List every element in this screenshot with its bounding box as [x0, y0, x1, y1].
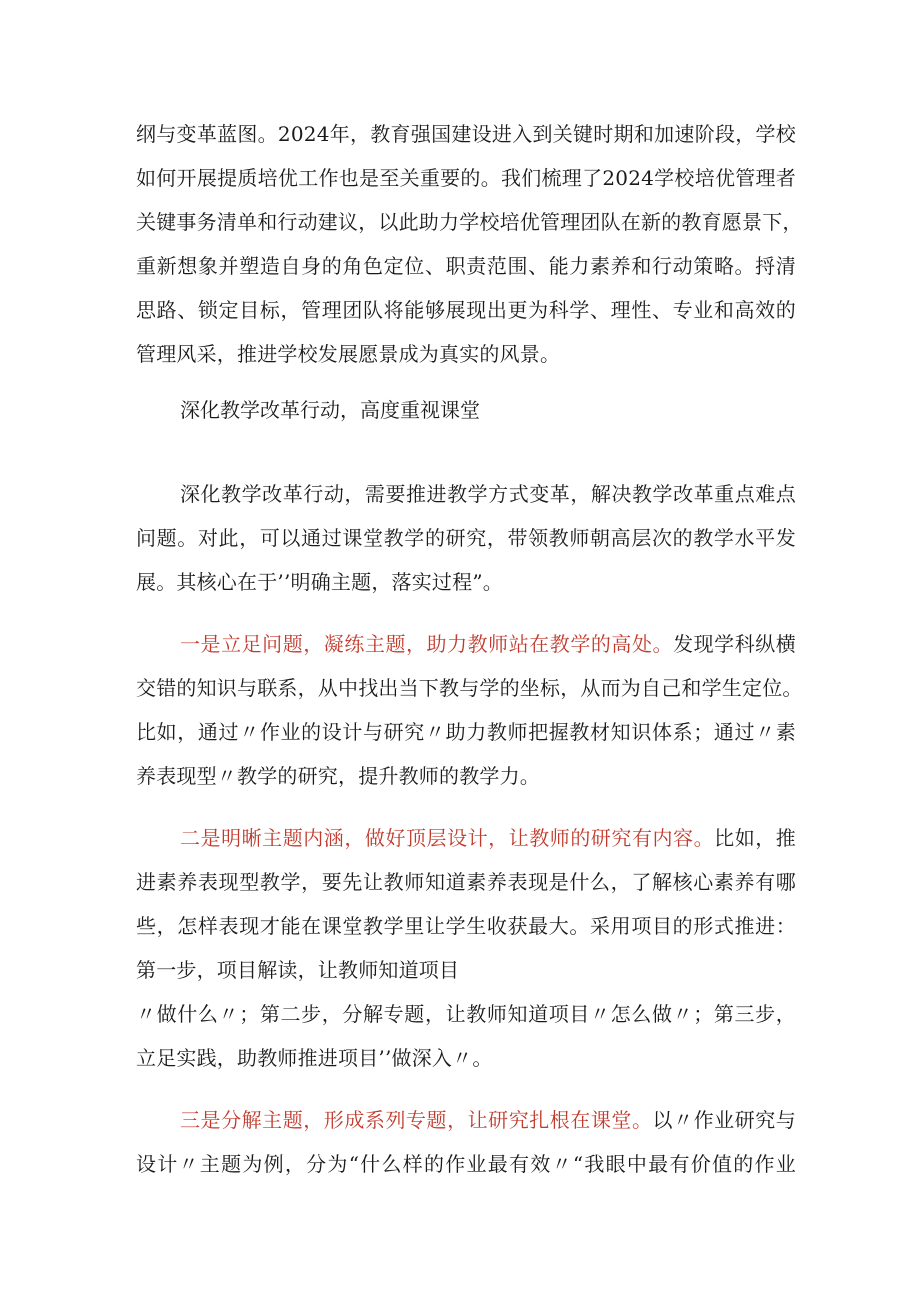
point2-highlight: 二是明晰主题内涵，做好顶层设计，让教师的研究有内容。: [180, 826, 715, 850]
point1-line1-rest: 发现学科纵横: [673, 632, 796, 656]
point3-line-1: [180, 1108, 796, 1132]
point2-line-1: [180, 826, 796, 850]
intro-line-3: 关键事务清单和行动建议，以此助力学校培优管理团队在新的教育愿景下，: [136, 210, 803, 234]
intro-line-1: 纲与变革蓝图。2024年，教育强国建设进入到关键时期和加速阶段，学校: [136, 122, 796, 146]
intro-line-6: 管理风采，推进学校发展愿景成为真实的风景。: [136, 342, 561, 366]
intro-line-2: 如何开展提质培优工作也是至关重要的。我们梳理了2024学校培优管理者: [136, 166, 796, 190]
section1-line-2: 问题。对此，可以通过课堂教学的研究，带领教师朝高层次的教学水平发: [136, 526, 796, 550]
point2-line-4: 第一步，项目解读，让教师知道项目: [136, 958, 460, 982]
point2-line-2: 进素养表现型教学，要先让教师知道素养表现是什么，了解核心素养有哪: [136, 870, 796, 894]
point3-line1-rest: 以〃作业研究与: [652, 1108, 796, 1132]
point3-line-2: 设计〃主题为例，分为“什么样的作业最有效〃“我眼中最有价值的作业: [136, 1152, 796, 1176]
point1-line-2: 交错的知识与联系，从中找出当下教与学的坐标，从而为自己和学生定位。: [136, 676, 803, 700]
point2-line-3: 些，怎样表现才能在课堂教学里让学生收获最大。采用项目的形式推进：: [136, 914, 796, 938]
section-heading: 深化教学改革行动，高度重视课堂: [180, 398, 480, 422]
point2-line-6: 立足实践，助教师推进项目’’做深入〃。: [136, 1046, 493, 1070]
point1-highlight: 一是立足问题，凝练主题，助力教师站在教学的高处。: [180, 632, 674, 656]
section1-line-1: 深化教学改革行动，需要推进教学方式变革，解决教学改革重点难点: [180, 482, 796, 506]
point1-line-4: 养表现型〃教学的研究，提升教师的教学力。: [136, 764, 540, 788]
point3-highlight: 三是分解主题，形成系列专题，让研究扎根在课堂。: [180, 1108, 653, 1132]
intro-line-5: 思路、锁定目标，管理团队将能够展现出更为科学、理性、专业和高效的: [136, 298, 796, 322]
point1-line-3: 比如，通过〃作业的设计与研究〃助力教师把握教材知识体系；通过〃素: [136, 720, 796, 744]
section1-line-3: 展。其核心在于’’明确主题，落实过程”。: [136, 570, 503, 594]
intro-line-4: 重新想象并塑造自身的角色定位、职责范围、能力素养和行动策略。捋清: [136, 254, 796, 278]
point1-line-1: [180, 632, 796, 656]
point2-line-5: 〃做什么〃；第二步，分解专题，让教师知道项目〃怎么做〃；第三步，: [136, 1002, 796, 1026]
point2-line1-rest: 比如，推: [714, 826, 796, 850]
